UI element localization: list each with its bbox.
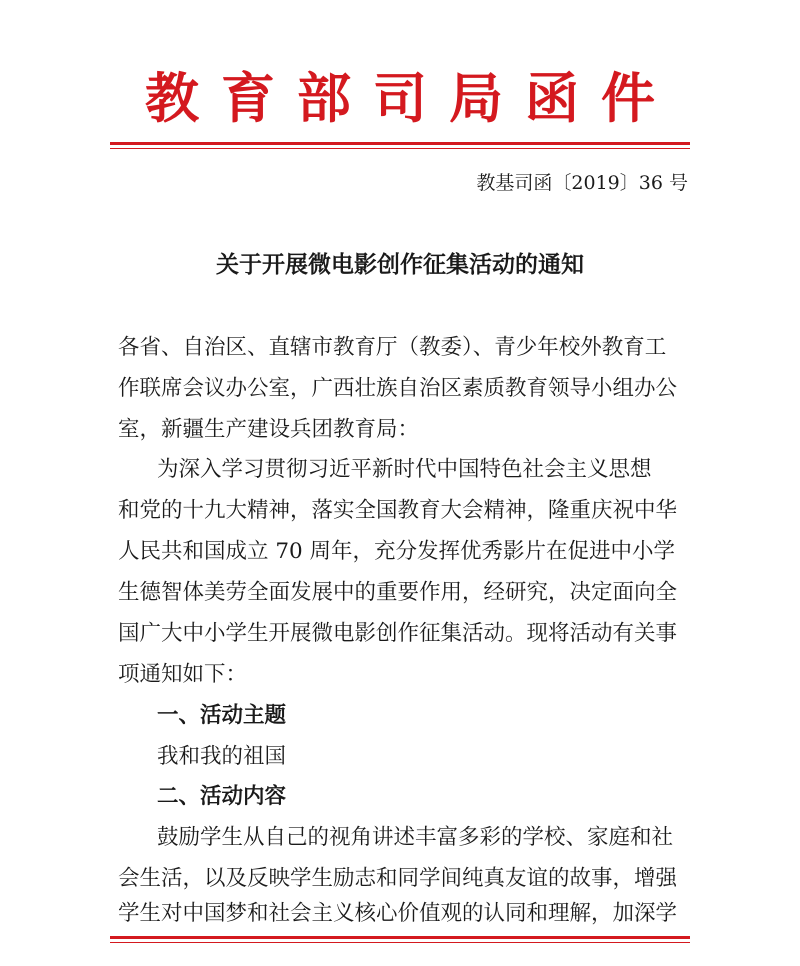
- section-2-line-1: 鼓励学生从自己的视角讲述丰富多彩的学校、家庭和社: [157, 825, 674, 850]
- section-2-line-2: 会生活，以及反映学生励志和同学间纯真友谊的故事，增强: [118, 866, 678, 891]
- section-2-heading: 二、活动内容: [157, 784, 287, 809]
- section-1-heading: 一、活动主题: [157, 703, 287, 728]
- section-1-text: 我和我的祖国: [157, 744, 287, 769]
- recipients-line-1: 各省、自治区、直辖市教育厅（教委）、青少年校外教育工: [118, 335, 667, 360]
- intro-line-2: 和党的十九大精神，落实全国教育大会精神，隆重庆祝中华: [118, 498, 678, 523]
- intro-line-1: 为深入学习贯彻习近平新时代中国特色社会主义思想: [157, 457, 652, 482]
- recipients-line-2: 作联席会议办公室，广西壮族自治区素质教育领导小组办公: [118, 376, 678, 401]
- intro-line-5: 国广大中小学生开展微电影创作征集活动。现将活动有关事: [118, 621, 678, 646]
- document-title: 关于开展微电影创作征集活动的通知: [216, 251, 584, 278]
- document-number: 教基司函〔2019〕36 号: [476, 172, 688, 194]
- masthead-red-rule: [110, 142, 690, 149]
- masthead-title: 教育部司局函件: [145, 66, 677, 130]
- intro-line-4: 生德智体美劳全面发展中的重要作用，经研究，决定面向全: [118, 580, 678, 605]
- intro-line-3: 人民共和国成立 70 周年，充分发挥优秀影片在促进中小学: [118, 539, 676, 564]
- section-2-line-3: 学生对中国梦和社会主义核心价值观的认同和理解，加深学: [118, 901, 678, 926]
- intro-line-6: 项通知如下：: [118, 662, 248, 687]
- recipients-line-3: 室，新疆生产建设兵团教育局：: [118, 417, 420, 442]
- footer-red-rule: [110, 936, 690, 943]
